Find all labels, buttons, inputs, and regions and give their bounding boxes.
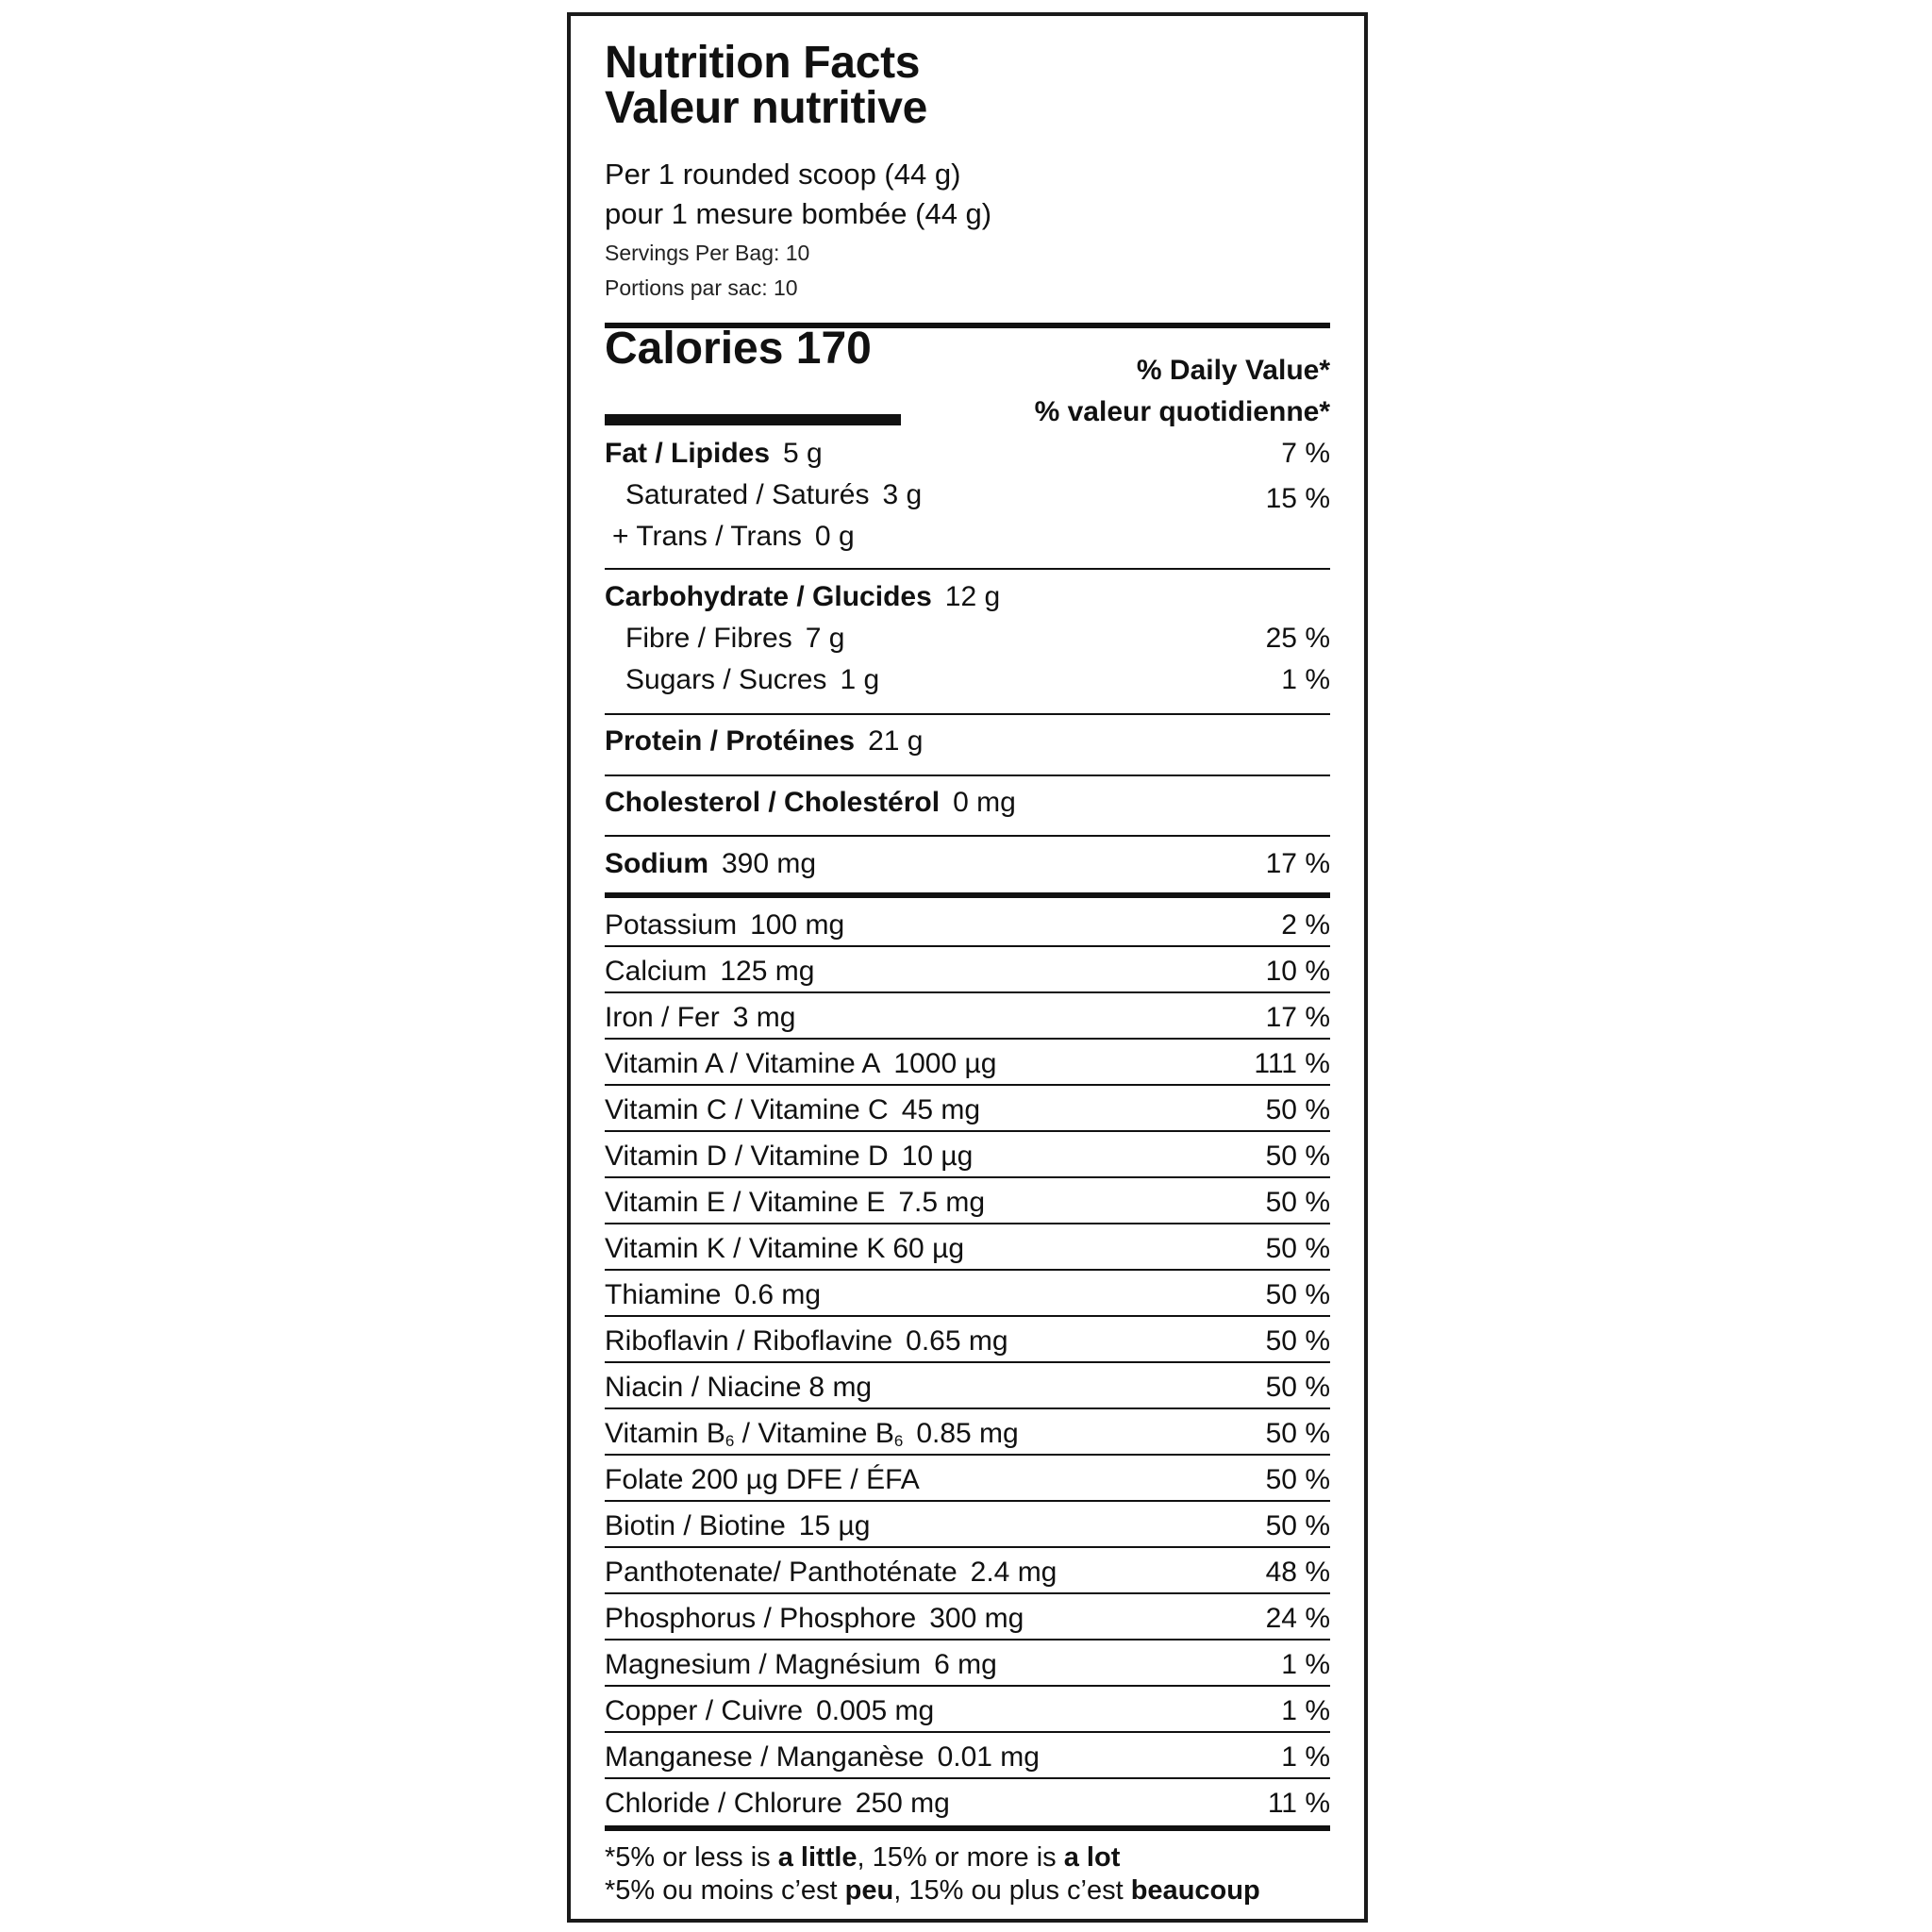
nutrient-row-fat: [605, 433, 1330, 475]
nutrient-name: Calcium: [605, 956, 708, 987]
nutrient-percent: 7 %: [1281, 438, 1330, 469]
nutrient-row-folate: [605, 1459, 1330, 1501]
nutrient-amount: 0.85 mg: [916, 1418, 1019, 1449]
nutrient-amount: 0 g: [814, 521, 855, 552]
nutrient-percent: 50 %: [1265, 1279, 1330, 1310]
nutrient-name: Saturated / Saturés: [625, 479, 870, 510]
nutrient-name: Thiamine: [605, 1279, 722, 1310]
row-divider: [605, 1500, 1330, 1502]
nutrient-percent: 11 %: [1267, 1788, 1330, 1819]
nutrient-percent: 50 %: [1265, 1418, 1330, 1449]
nutrient-amount: 15 µg: [798, 1510, 871, 1541]
nutrient-percent: 25 %: [1265, 623, 1330, 654]
nutrient-name: Phosphorus / Phosphore: [605, 1603, 917, 1634]
nutrient-row-vitamin-c: [605, 1090, 1330, 1131]
nutrient-name: Chloride / Chlorure: [605, 1788, 842, 1819]
nutrient-row-cholesterol: [605, 782, 1330, 824]
row-divider: [605, 1038, 1330, 1040]
nutrient-row-biotin: [605, 1506, 1330, 1547]
nutrient-amount: 200 µg DFE / ÉFA: [691, 1464, 920, 1495]
nutrient-percent: 50 %: [1265, 1141, 1330, 1172]
row-divider: [605, 1454, 1330, 1456]
nutrient-row-fibre: [605, 618, 1330, 659]
nutrient-row-vitamin-b6: [605, 1413, 1330, 1455]
nutrient-percent: 50 %: [1265, 1233, 1330, 1264]
nutrient-percent: 50 %: [1265, 1510, 1330, 1541]
nutrient-row-carbohydrate: [605, 576, 1330, 618]
nutrient-amount: 0.005 mg: [816, 1695, 935, 1726]
row-divider: [605, 713, 1330, 715]
servings-per-bag-english: Servings Per Bag: 10: [605, 241, 810, 265]
nutrient-name: Fibre / Fibres: [625, 623, 792, 654]
nutrient-percent: 48 %: [1265, 1557, 1330, 1588]
footnote-divider: [605, 1825, 1330, 1831]
nutrient-name: Vitamin A / Vitamine A: [605, 1048, 881, 1079]
nutrient-amount: 10 µg: [901, 1141, 974, 1172]
nutrient-name: Carbohydrate / Glucides: [605, 581, 932, 612]
servings-per-bag-french: Portions par sac: 10: [605, 275, 798, 300]
nutrient-amount: 45 mg: [901, 1094, 981, 1125]
nutrient-row-phosphorus: [605, 1598, 1330, 1640]
nutrient-percent: 17 %: [1265, 848, 1330, 879]
nutrient-amount: 0 mg: [953, 787, 1016, 818]
nutrient-percent: 111 %: [1254, 1048, 1330, 1079]
calories-heading: Calories 170: [605, 324, 872, 374]
nutrient-row-riboflavin: [605, 1321, 1330, 1362]
nutrient-percent: 50 %: [1265, 1464, 1330, 1495]
nutrient-row-saturated: [605, 475, 1330, 516]
row-divider: [605, 1777, 1330, 1779]
row-divider: [605, 1407, 1330, 1409]
nutrient-row-vitamin-k: [605, 1228, 1330, 1270]
row-divider: [605, 1639, 1330, 1641]
footnote-french: *5% ou moins c’est peu, 15% ou plus c’est beaucoup: [605, 1875, 1260, 1906]
nutrient-name: Niacin / Niacine: [605, 1372, 802, 1403]
nutrient-name: Vitamin E / Vitamine E: [605, 1187, 886, 1218]
nutrient-percent: 17 %: [1265, 1002, 1330, 1033]
nutrient-name: Sugars / Sucres: [625, 664, 827, 695]
nutrient-percent: 50 %: [1265, 1094, 1330, 1125]
nutrient-percent: 50 %: [1265, 1325, 1330, 1357]
nutrient-name: Vitamin $B_6$ / Vitamine $B_6$: [605, 1417, 904, 1450]
nutrient-row-vitamin-d: [605, 1136, 1330, 1177]
title-english: Nutrition Facts: [605, 38, 921, 88]
nutrient-name: Protein / Protéines: [605, 725, 856, 757]
row-divider: [605, 991, 1330, 993]
nutrient-amount: 3 mg: [732, 1002, 796, 1033]
nutrient-amount: 0.6 mg: [734, 1279, 822, 1310]
nutrient-row-calcium: [605, 951, 1330, 992]
nutrient-name: Vitamin D / Vitamine D: [605, 1141, 889, 1172]
nutrient-amount: 1000 µg: [893, 1048, 997, 1079]
nutrient-amount: 250 mg: [855, 1788, 950, 1819]
nutrient-amount: 0.01 mg: [937, 1741, 1040, 1773]
nutrient-amount: 60 µg: [892, 1233, 965, 1264]
nutrient-percent: 1 %: [1281, 1741, 1330, 1773]
nutrient-percent: 15 %: [1265, 483, 1330, 514]
nutrient-row-iron: [605, 997, 1330, 1039]
row-divider: [605, 1685, 1330, 1687]
nutrient-name: Fat / Lipides: [605, 438, 771, 469]
nutrient-row-vitamin-e: [605, 1182, 1330, 1224]
nutrition-label-content: [605, 16, 1330, 1919]
nutrient-percent: 10 %: [1265, 956, 1330, 987]
nutrient-amount: 6 mg: [934, 1649, 997, 1680]
nutrient-percent: 1 %: [1281, 664, 1330, 695]
title-french: Valeur nutritive: [605, 83, 927, 133]
nutrient-row-vitamin-a: [605, 1043, 1330, 1085]
nutrient-name: Cholesterol / Cholestérol: [605, 787, 941, 818]
nutrient-amount: 2.4 mg: [970, 1557, 1058, 1588]
nutrient-percent: 50 %: [1265, 1372, 1330, 1403]
nutrient-name: Magnesium / Magnésium: [605, 1649, 922, 1680]
nutrient-percent: 24 %: [1265, 1603, 1330, 1634]
row-divider: [605, 774, 1330, 776]
nutrient-name: Panthotenate/ Panthoténate: [605, 1557, 958, 1588]
nutrient-name: Sodium: [605, 848, 708, 879]
nutrient-name: Biotin / Biotine: [605, 1510, 786, 1541]
daily-value-heading-english: % Daily Value*: [1136, 355, 1330, 386]
nutrient-amount: 0.65 mg: [906, 1325, 1008, 1357]
nutrient-percent: 2 %: [1281, 909, 1330, 941]
row-divider: [605, 1223, 1330, 1224]
section-divider: [605, 892, 1330, 898]
nutrient-name: Vitamin K / Vitamine K: [605, 1233, 886, 1264]
nutrient-amount: 21 g: [868, 725, 924, 757]
nutrient-row-thiamine: [605, 1274, 1330, 1316]
nutrient-name: + Trans / Trans: [612, 521, 802, 552]
nutrient-amount: 8 mg: [808, 1372, 873, 1403]
nutrient-name: Copper / Cuivre: [605, 1695, 804, 1726]
nutrient-row-panthotenate: [605, 1552, 1330, 1593]
nutrient-name: Vitamin C / Vitamine C: [605, 1094, 889, 1125]
row-divider: [605, 1084, 1330, 1086]
serving-size-english: Per 1 rounded scoop (44 g): [605, 158, 961, 191]
nutrient-amount: 7 g: [805, 623, 845, 654]
nutrient-amount: 12 g: [944, 581, 1001, 612]
row-divider: [605, 945, 1330, 947]
nutrient-percent: 50 %: [1265, 1187, 1330, 1218]
nutrient-name: Folate: [605, 1464, 684, 1495]
nutrient-amount: 1 g: [840, 664, 880, 695]
serving-size-french: pour 1 mesure bombée (44 g): [605, 197, 992, 230]
calories-bar: [605, 414, 901, 425]
nutrient-name: Potassium: [605, 909, 738, 941]
nutrient-amount: 300 mg: [929, 1603, 1024, 1634]
row-divider: [605, 568, 1330, 570]
nutrient-amount: 100 mg: [750, 909, 845, 941]
nutrient-row-sodium: [605, 843, 1330, 885]
row-divider: [605, 835, 1330, 837]
nutrient-row-potassium: [605, 905, 1330, 946]
nutrient-percent: 1 %: [1281, 1695, 1330, 1726]
nutrient-amount: 390 mg: [722, 848, 817, 879]
nutrient-name: Riboflavin / Riboflavine: [605, 1325, 893, 1357]
row-divider: [605, 1130, 1330, 1132]
daily-value-heading-french: % valeur quotidienne*: [1034, 396, 1330, 427]
nutrient-row-magnesium: [605, 1644, 1330, 1686]
nutrient-row-trans: [605, 516, 1330, 558]
nutrient-percent: 1 %: [1281, 1649, 1330, 1680]
row-divider: [605, 1546, 1330, 1548]
nutrient-row-protein: [605, 721, 1330, 762]
nutrient-row-sugars: [605, 659, 1330, 701]
row-divider: [605, 1731, 1330, 1733]
nutrient-amount: 3 g: [882, 479, 923, 510]
row-divider: [605, 1269, 1330, 1271]
nutrient-row-niacin: [605, 1367, 1330, 1408]
nutrient-name: Iron / Fer: [605, 1002, 720, 1033]
footnote-english: *5% or less is a little, 15% or more is a lot: [605, 1842, 1121, 1873]
nutrient-amount: 5 g: [783, 438, 823, 469]
row-divider: [605, 1176, 1330, 1178]
nutrient-row-manganese: [605, 1737, 1330, 1778]
nutrient-amount: 125 mg: [720, 956, 815, 987]
nutrient-row-copper: [605, 1690, 1330, 1732]
nutrient-row-chloride: [605, 1783, 1330, 1824]
row-divider: [605, 1315, 1330, 1317]
row-divider: [605, 1361, 1330, 1363]
nutrition-label: [567, 12, 1368, 1923]
nutrient-amount: 7.5 mg: [898, 1187, 986, 1218]
nutrient-name: Manganese / Manganèse: [605, 1741, 924, 1773]
row-divider: [605, 1592, 1330, 1594]
